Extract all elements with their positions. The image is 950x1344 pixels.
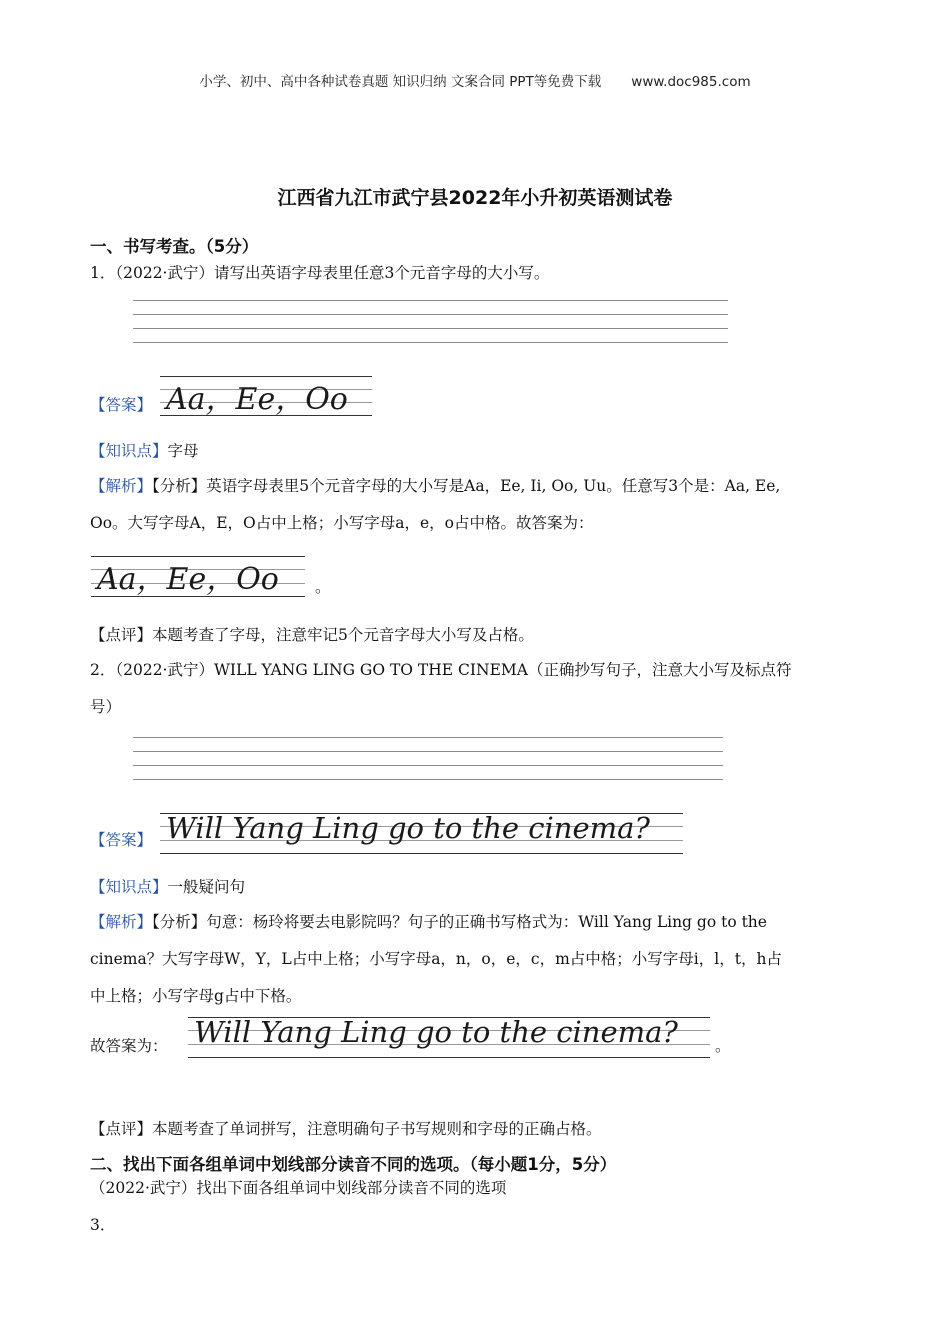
section2-instruction: （2022·武宁）找出下面各组单词中划线部分读音不同的选项 [90, 1179, 507, 1197]
q1-analysis-line2: Oo。大写字母A，E，O占中上格；小写字母a，e，o占中格。故答案为： [90, 514, 594, 532]
q1-analysis-hw-text: Aa，Ee，Oo [97, 562, 279, 597]
q1-kp-tag: 【知识点】 [90, 442, 168, 460]
q3-number: 3． [90, 1216, 116, 1234]
header-text: 小学、初中、高中各种试卷真题 知识归纳 文案合同 PPT等免费下载 [199, 74, 602, 90]
q1-kp: 字母 [167, 442, 199, 460]
q1-question: 1．（2022·武宁）请写出英语字母表里任意3个元音字母的大小写。 [90, 264, 550, 282]
q2-question-line1: 2．（2022·武宁）WILL YANG LING GO TO THE CINEMA（正确抄写句子，注意大小写及标点符 [90, 661, 792, 679]
q1-answer-hw-text: Aa，Ee，Oo [166, 382, 348, 417]
q2-analysis-line2: cinema？大写字母W，Y，L占中上格；小写字母a，n，o，e，c，m占中格；小写字母i，l，t，h占 [90, 950, 782, 968]
section1-heading: 一、书写考查。（5分） [90, 237, 259, 256]
q2-answer-prefix: 故答案为： [90, 1037, 168, 1055]
q1-analysis-line1: 【分析】英语字母表里5个元音字母的大小写是Aa，Ee, Ii, Oo, Uu。任意写3个是：Aa, Ee, [152, 477, 781, 495]
q1-answer-tag: 【答案】 [90, 396, 153, 414]
q1-analysis-tag: 【解析】 [90, 477, 153, 495]
q2-answer-tag: 【答案】 [90, 831, 153, 849]
q1-comment: 【点评】本题考查了字母，注意牢记5个元音字母大小写及占格。 [90, 626, 534, 644]
q1-analysis-handwriting [91, 555, 305, 597]
q2-analysis-tag: 【解析】 [90, 913, 153, 931]
q2-writing-lines [133, 737, 723, 780]
q1-answer-handwriting [160, 374, 372, 416]
q2-question-line2: 号） [90, 698, 122, 716]
q1-writing-lines [133, 300, 728, 343]
page-title: 江西省九江市武宁县2022年小升初英语测试卷 [277, 187, 673, 209]
q2-analysis-line3: 中上格；小写字母g占中下格。 [90, 987, 302, 1005]
q2-answer-handwriting [160, 812, 683, 854]
q2-comment: 【点评】本题考查了单词拼写，注意明确句子书写规则和字母的正确占格。 [90, 1120, 602, 1138]
q2-kp-tag: 【知识点】 [90, 878, 168, 896]
section2-heading: 二、找出下面各组单词中划线部分读音不同的选项。（每小题1分，5分） [90, 1155, 617, 1174]
q2-answer-hw-text: Will Yang Ling go to the cinema? [166, 811, 650, 845]
q2-kp: 一般疑问句 [167, 878, 246, 896]
q2-analysis-handwriting [188, 1016, 710, 1058]
header-url[interactable]: www.doc985.com [631, 74, 751, 90]
q2-analysis-line1: 【分析】句意：杨玲将要去电影院吗？句子的正确书写格式为：Will Yang Ling go to the [152, 913, 767, 931]
q2-analysis-hw-text: Will Yang Ling go to the cinema? [194, 1015, 678, 1049]
q2-period: 。 [715, 1037, 731, 1055]
q1-period: 。 [315, 578, 331, 596]
page-header [0, 70, 950, 90]
